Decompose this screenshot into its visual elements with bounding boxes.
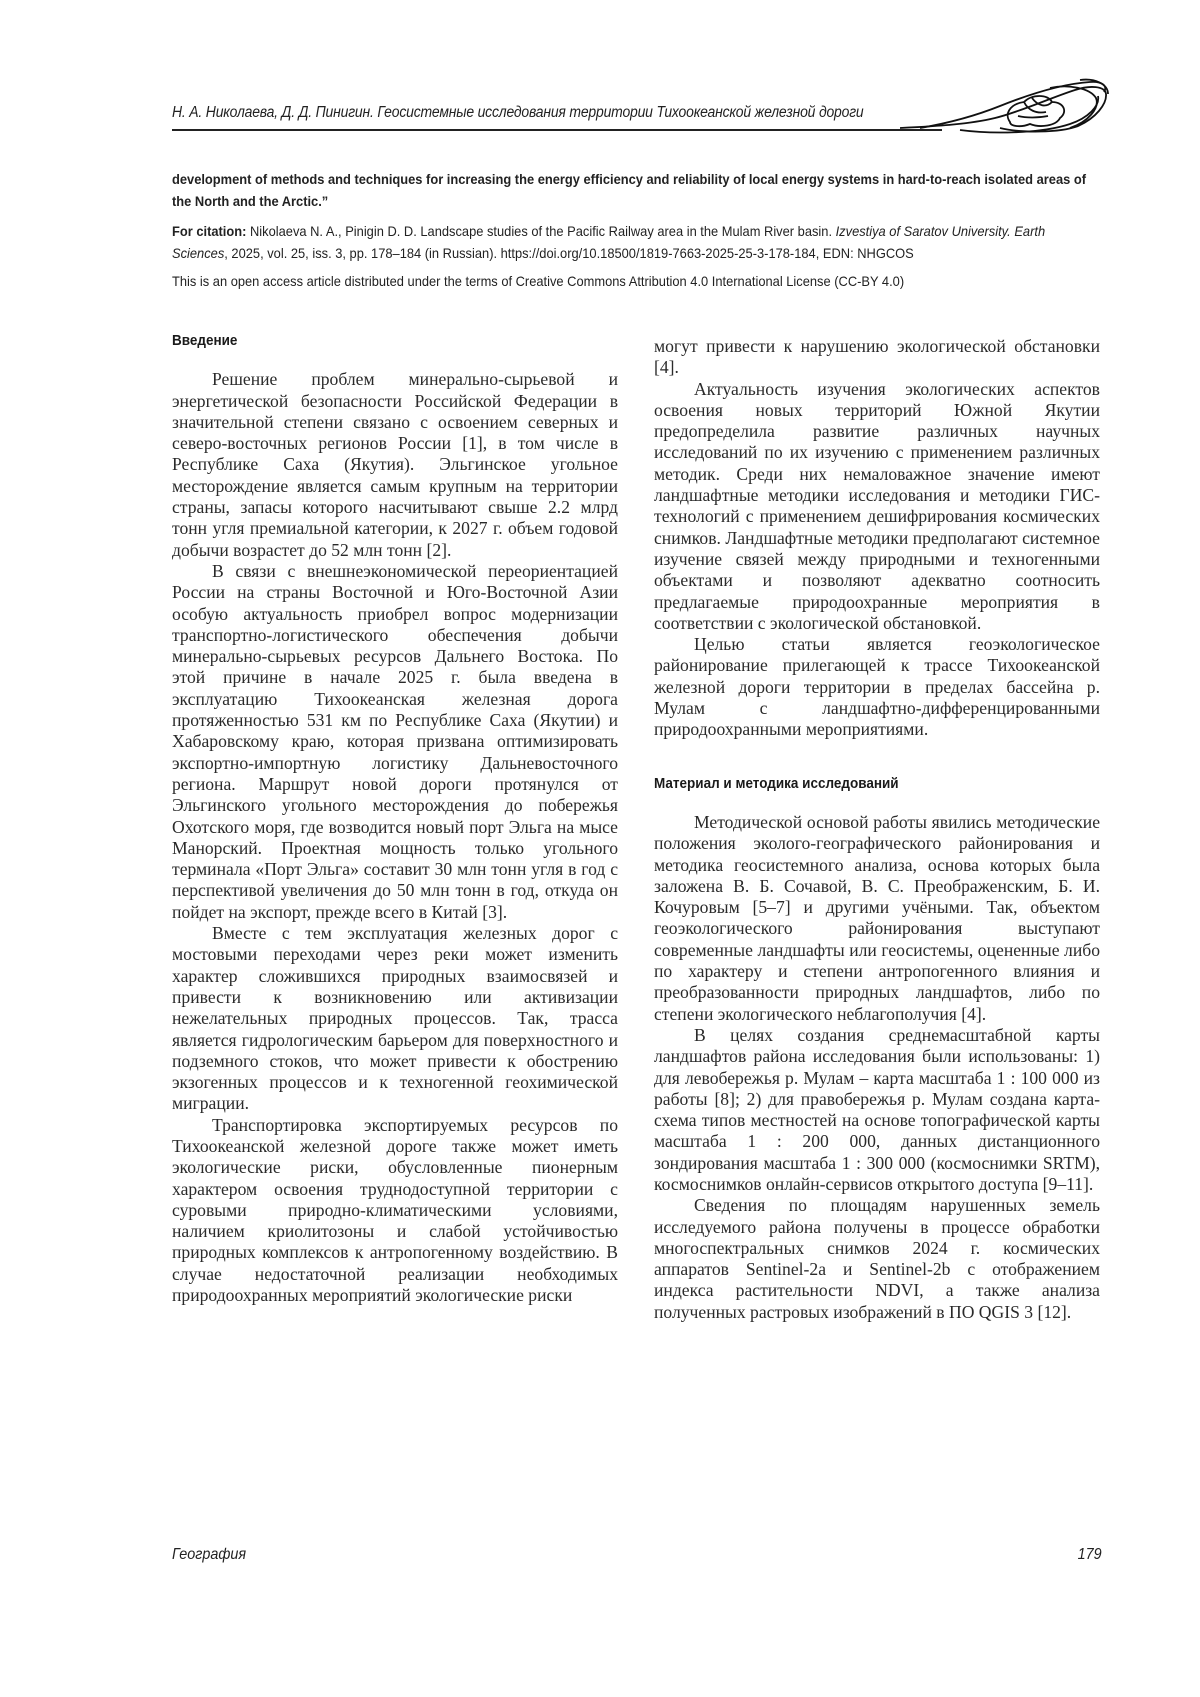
- citation-journal: Izvestiya of Saratov University. Earth Sciences: [172, 223, 1046, 261]
- paragraph: Методической основой работы явились методические положения эколого-географического районирования и методика геосистемного анализа, основа которых была заложена В. Б. Сочавой, В. С. Преображенским, Б. И. Кочуровым [5–7] и другими учёными. Так, объектом геоэкологического районирования выступают современные ландшафты или геосистемы, оцененные либо по характеру и степени антропогенного влияния и преобразованности природных ландшафтов, либо по степени экологического неблагополучия [4].: [654, 811, 1100, 1024]
- paragraph: В связи с внешнеэкономической переориентацией России на страны Восточной и Юго-Восточной Азии особую актуальность приобрел вопрос модернизации транспортно-логистического обеспечения добычи минерально-сырьевых ресурсов Дальнего Востока. По этой причине в начале 2025 г. была введена в эксплуатацию Тихоокеанская железная дорога протяженностью 531 км по Республике Саха (Якутии) и Хабаровскому краю, которая призвана оптимизировать экспортно-импортную логистику Дальневосточного региона. Маршрут новой дороги протянулся от Эльгинского угольного месторождения до побережья Охотского моря, где возводится новый порт Эльга на мысе Манорский. Проектная мощность только угольного терминала «Порт Эльга» составит 30 млн тонн угля в год с перспективой увеличения до 50 млн тонн в год, откуда он пойдет на экспорт, прежде всего в Китай [3].: [172, 560, 618, 922]
- page-number: 179: [1077, 1546, 1102, 1563]
- citation: [172, 220, 1101, 264]
- paragraph-continuation: могут привести к нарушению экологической обстановки [4].: [654, 336, 1100, 378]
- license-notice: This is an open access article distributed under the terms of Creative Commons Attribution 4.0 International License (CC-BY 4.0): [172, 273, 905, 289]
- running-title: Н. А. Николаева, Д. Д. Пинигин. Геосистемные исследования территории Тихоокеанской железной дороги: [172, 104, 864, 121]
- footer-section-name: География: [172, 1546, 247, 1563]
- paragraph: В целях создания среднемасштабной карты ландшафтов района исследования были использованы: 1) для левобережья р. Мулам – карта масштаба 1 : 100 000 из работы [8]; 2) для правобережья р. Мулам создана карта-схема типов местностей на основе топографической карты масштаба 1 : 200 000, данных дистанционного зондирования масштаба 1 : 300 000 (космоснимки SRTM), космоснимков онлайн-сервисов открытого доступа [9–11].: [654, 1024, 1100, 1194]
- right-column: [654, 336, 1100, 1323]
- paragraph: Актуальность изучения экологических аспектов освоения новых территорий Южной Якутии предопределила развитие различных научных исследований по их изучению с применением различных методик. Среди них немаловажное значение имеют ландшафтные методики исследования и методики ГИС-технологий с применением дешифрирования космических снимков. Ландшафтные методики предполагают системное изучение связей между природными и техногенными объектами и позволяют адекватно соотносить предлагаемые природоохранные мероприятия в соответствии с экологической обстановкой.: [654, 378, 1100, 633]
- art-nouveau-flower-ornament-icon: [900, 78, 1110, 136]
- header-rule: [172, 129, 942, 131]
- abstract-tail-text: development of methods and techniques for increasing the energy efficiency and reliability of local energy systems in hard-to-reach isolated areas of the North and the Arctic.”: [172, 171, 1087, 209]
- running-footer: [172, 1546, 1102, 1568]
- citation-label: For citation:: [172, 223, 247, 239]
- section-heading-intro: Введение: [172, 332, 238, 349]
- paragraph: Сведения по площадям нарушенных земель исследуемого района получены в процессе обработки многоспектральных снимков 2024 г. космических аппаратов Sentinel-2a и Sentinel-2b с отображением индекса растительности NDVI, а также анализа полученных растровых изображений в ПО QGIS 3 [12].: [654, 1195, 1100, 1322]
- citation-authors-title: Nikolaeva N. A., Pinigin D. D. Landscape studies of the Pacific Railway area in the Mulam River basin.: [246, 223, 836, 239]
- left-column: [172, 330, 618, 1306]
- paragraph: Вместе с тем эксплуатация железных дорог с мостовыми переходами через реки может изменить характер сложившихся природных взаимосвязей и привести к возникновению или активизации нежелательных природных процессов. Так, трасса является гидрологическим барьером для поверхностного и подземного стоков, что может привести к обострению экзогенных процессов и к техногенной геохимической миграции.: [172, 923, 618, 1114]
- citation-details-doi[interactable]: , 2025, vol. 25, iss. 3, pp. 178–184 (in Russian). https://doi.org/10.18500/1819-7663-2025-25-3-178-184, EDN: NHGCOS: [224, 245, 914, 261]
- abstract-english: [172, 168, 1102, 292]
- paragraph: Транспортировка экспортируемых ресурсов по Тихоокеанской железной дороге также может иметь экологические риски, обусловленные пионерным характером освоения труднодоступной территории с суровыми природно-климатическими условиями, наличием криолитозоны и слабой устойчивостью природных комплексов к антропогенному воздействию. В случае недостаточной реализации необходимых природоохранных мероприятий экологические риски: [172, 1114, 618, 1306]
- paragraph: Целью статьи является геоэкологическое районирование прилегающей к трассе Тихоокеанской железной дороги территории в пределах бассейна р. Мулам с ландшафтно-дифференцированными природоохранными мероприятиями.: [654, 634, 1100, 740]
- section-heading-methods: Материал и методика исследований: [654, 774, 899, 792]
- paragraph: Решение проблем минерально-сырьевой и энергетической безопасности Российской Федерации в значительной степени связано с освоением северных и северо-восточных регионов России [1], в том числе в Республике Саха (Якутия). Эльгинское угольное месторождение является самым крупным на территории страны, запасы которого насчитывают свыше 2.2 млрд тонн угля премиальной категории, к 2027 г. объем годовой добычи возрастет до 52 млн тонн [2].: [172, 369, 618, 560]
